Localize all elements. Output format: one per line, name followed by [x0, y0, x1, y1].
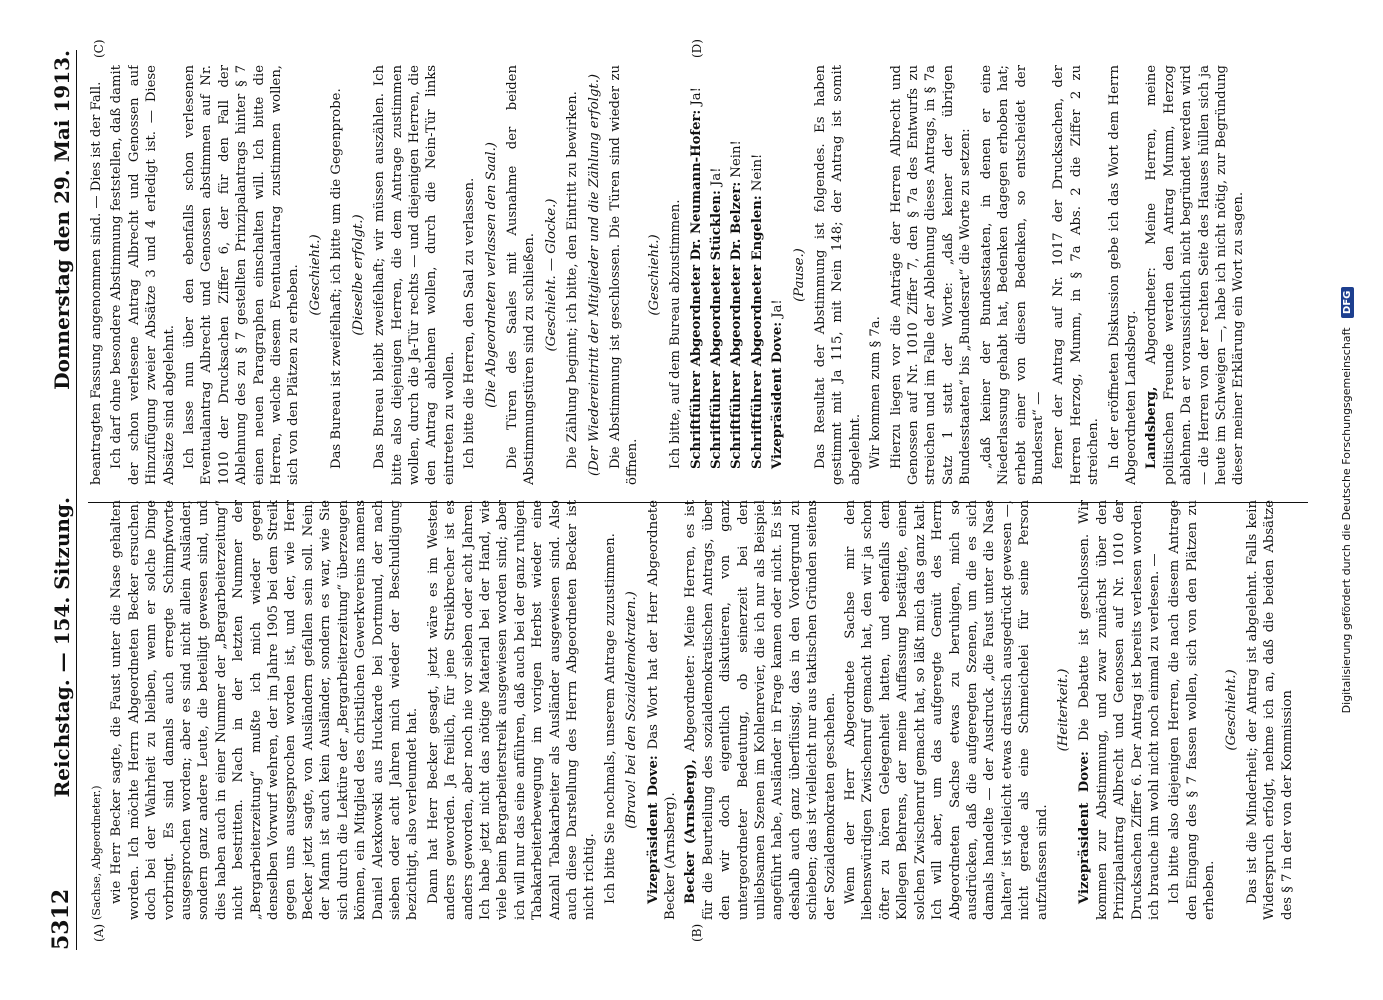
parenthetical-note: (Der Wiedereintritt der Mitglieder und die Zählung erfolgt.) [586, 73, 602, 477]
speaker-name: Vizepräsident Dove: [770, 321, 786, 469]
paragraph: Die Abstimmung ist geschlossen. Die Türen sind wieder zu öffnen. [607, 65, 641, 485]
parenthetical-note: (Geschieht.) [307, 234, 323, 316]
dfg-logo: DFG [1341, 287, 1354, 318]
paragraph: Das Resultat der Abstimmung ist folgendes. Es haben gestimmt mit Ja 115, mit Nein 148; der Antrag ist somit abgelehnt. [813, 65, 863, 485]
speech-text: Ja! [770, 299, 786, 318]
parenthetical-note: (Die Abgeordneten verlassen den Saal.) [483, 142, 499, 408]
speaker-name: Becker (Arnsberg), [683, 759, 699, 904]
speech-text: Nein! [749, 153, 765, 192]
margin-marker-b: (B) [690, 923, 704, 942]
speaker-name: Schriftführer Abgeordneter Stücklen: [709, 190, 724, 469]
paragraph: Ich lasse nun über den ebenfalls schon verlesenen Eventualantrag Albrecht und Genossen abstimmen auf Nr. 1010 der Drucksachen Ziffer 6, der für den Fall der Ablehnung des zu § 7 gestellten Prinzipalantrags hinter § 7 einen neuen Paragraphen einschalten will. Ich bitte die Herren, welche diesem Eventualantrag zustimmen wollen, sich von den Plätzen zu erheben. [182, 65, 302, 485]
sitting-title: Reichstag. — 154. Sitzung. [50, 497, 74, 798]
paragraph: wie Herr Becker sagte, die Faust unter die Nase gehalten worden. Ich möchte Herrn Abgeordneten Becker ersuchen, doch bei der Wahrheit zu bleiben, wenn er solche Dinge vorbringt. Es sind damals auch erregte Schimpfworte ausgesprochen worden; aber es sind nicht allein Ausländer, sondern ganz andere Leute, die beteiligt gewesen sind, und dies haben auch in einer Nummer der „Bergarbeiterzeitung“ nicht bestritten. Nach in der letzten Nummer der „Bergarbeiterzeitung“ mußte ich mich wieder gegen denselben Vorwurf wehren, der im Jahre 1905 bei dem Streik gegen uns ausgesprochen worden ist, und der, wie Herr Becker jetzt sagte, von Ausländern gefallen sein soll. Nein, der Mann ist auch kein Ausländer, sondern es war, wie Sie sich durch die Lektüre der „Bergarbeiterzeitung“ überzeugen können, ein Mitglied des christlichen Gewerkvereins namens Daniel Alexkowski aus Huckarde bei Dortmund, der nach sieben oder acht Jahren mich wieder der Beschuldigung bezichtigt, also verleumdet hat. [109, 500, 421, 920]
margin-marker-c: (C) [92, 39, 106, 58]
paragraph: Ich bitte also diejenigen Herren, die nach diesem Antrage den Eingang des § 7 fassen wollen, sich von den Plätzen zu erheben. [1167, 500, 1218, 920]
speech-text: Abgeordneter: Meine Herren, meine politischen Freunde werden den Antrag Mumm, Herzog ablehnen. Da er voraussichtlich nicht begründet werden wird — die Herren von der rechten Seite des Hauses hüllen sich ja heute im Schweigen —, habe ich nicht nötig, zur Begründung dieser meiner Erklärung ein Wort zu sagen. [1144, 65, 1247, 485]
speaker-name: Vizepräsident Dove: [1077, 751, 1093, 904]
paragraph: In der eröffneten Diskussion gebe ich das Wort dem Herrn Abgeordneten Landsberg. [1106, 65, 1139, 485]
right-text-column [88, 65, 1308, 485]
parenthetical-note: (Heiterkeit.) [1055, 668, 1071, 752]
speaker-name: Schriftführer Abgeordneter Dr. Belzer: [729, 181, 745, 469]
paragraph: ferner der Antrag auf Nr. 1017 der Drucksachen, der Herren Herzog, Mumm, in § 7a Abs. 2 die Ziffer 2 zu streichen. [1051, 65, 1102, 485]
parenthetical-note: (Dieselbe erfolgt.) [350, 214, 366, 336]
session-date: Donnerstag den 29. Mai 1913. [50, 50, 74, 390]
paragraph: Wenn der Herr Abgeordnete Sachse mir den liebenswürdigen Zwischenruf gemacht hat, den wir ja schon öfter zu hören Gelegenheit hatten, und ebenfalls dem Kollegen Behrens, der meine Auffassung bestätigte, einen solchen Zwischenruf gemacht hat, so läßt mich das ganz kalt. Ich will aber, um das aufgeregte Gemüt des Herrn Abgeordneten Sachse etwas zu beruhigen, mich so ausdrücken, daß die aufgeregten Szenen, um die es sich damals handelte — der Ausdruck „die Faust unter die Nase halten“ ist vielleicht etwas drastisch ausgedrückt gewesen —, nicht gerade als eine Schmeichelei für seine Person aufzufassen sind. [843, 500, 1050, 920]
speech-paragraph [682, 500, 839, 920]
left-text-column [88, 500, 1308, 920]
paragraph: Die Türen des Saales mit Ausnahme der beiden Abstimmungstüren sind zu schließen. [504, 65, 538, 485]
parenthetical-note: (Geschieht.) [646, 234, 662, 316]
header-rule [76, 50, 77, 950]
speech-paragraph [749, 65, 766, 485]
speech-paragraph [1076, 500, 1163, 920]
parenthetical-note: (Geschieht.) [1223, 669, 1239, 751]
speaker-name: Vizepräsident Dove: [645, 755, 661, 904]
page-number: 5312 [48, 888, 74, 950]
speech-paragraph [769, 65, 786, 485]
paragraph: Hierzu liegen vor die Anträge der Herren Albrecht und Genossen auf Nr. 1010 Ziffer 7, den § 7a des Entwurfs zu streichen und im Falle der Ablehnung dieses Antrags, in § 7a Satz 1 statt der Worte: „daß keiner der übrigen Bundesstaaten“ bis „Bundesrat“ die Worte zu setzen: [888, 65, 974, 485]
margin-marker-d: (D) [690, 39, 704, 58]
paragraph: Ich darf ohne besondere Abstimmung feststellen, daß damit der schon verlesene Antrag Albrecht und Genossen auf Hinzufügung zweier Absätze 3 und 4 erledigt ist. — Diese Absätze sind abgelehnt. [109, 65, 177, 485]
page-header [40, 50, 74, 950]
speaker-name: Schriftführer Abgeordneter Engelen: [749, 195, 765, 469]
speaker-name: Landsberg, [1144, 386, 1160, 469]
parenthetical-note: (Pause.) [791, 248, 807, 302]
speech-text: Das Wort hat der Herr Abgeordnete Becker (Arnsberg). [645, 500, 678, 920]
paragraph: Wir kommen zum § 7a. [868, 316, 884, 469]
parenthetical-note: (Bravo! bei den Sozialdemokraten.) [624, 591, 640, 829]
digitization-credit [1340, 20, 1354, 980]
speech-paragraph [645, 500, 680, 920]
paragraph: Das Bureau bleibt zweifelhaft; wir müssen auszählen. Ich bitte also diejenigen Herren, die dem Antrage zustimmen wollen, durch die Ja-Tür rechts — und diejenigen Herren, die den Antrag ablehnen wollen, durch die Nein-Tür links eintreten zu wollen. [372, 65, 457, 485]
speech-paragraph [1143, 65, 1247, 485]
speech-text: Die Debatte ist geschlossen. Wir kommen zur Abstimmung, und zwar zunächst über den Prinzipalantrag Albrecht und Genossen auf Nr. 1010 der Drucksachen Ziffer 6. Der Antrag ist bereits verlesen worden; ich brauche ihn wohl nicht noch einmal zu verlesen. — [1077, 500, 1162, 920]
paragraph: Ich bitte Sie nochmals, unserem Antrage zuzustimmen. [602, 533, 618, 904]
paragraph: Das Bureau ist zweifelhaft; ich bitte um die Gegenprobe. [329, 88, 345, 469]
paragraph: Ich bitte die Herren, den Saal zu verlassen. [462, 177, 478, 469]
margin-marker-a: (A) [92, 923, 106, 942]
speech-paragraph [728, 65, 745, 485]
paragraph: Das ist die Minderheit; der Antrag ist abgelehnt. Falls kein Widerspruch erfolgt, nehme ich an, daß die beiden Absätze des § 7 in der von der Kommission [1245, 500, 1295, 920]
speech-paragraph [708, 65, 725, 485]
speech-text: Abgeordneter: Meine Herren, es ist für die Beurteilung des sozialdemokratischen Antrags, über den wir doch eigentlich diskutieren, von ganz untergeordneter Bedeutung, ob seinerzeit bei den unliebsamen Szenen im Kohlenrevier, die ich nur als Beispiel angeführt habe, Ausländer in Frage kamen oder nicht. Es ist deshalb auch ganz überflüssig, das in den Vordergrund zu schieben; das ist vielleicht nur aus taktischen Gründen seitens der Sozialdemokraten geschehen. [683, 500, 838, 920]
speech-text: Ja! [709, 167, 724, 186]
paragraph: Ich bitte, auf dem Bureau abzustimmen. [668, 199, 684, 469]
speech-paragraph [688, 65, 705, 485]
credit-text: Digitalisierung gefördert durch die Deutsche Forschungsgemeinschaft [1340, 327, 1353, 714]
paragraph: beantragten Fassung angenommen sind. — Dies ist der Fall. [89, 81, 104, 485]
paragraph: Dann hat Herr Becker gesagt, jetzt wäre es im Westen anders geworden. Ja freilich, für jene Streikbrecher ist es anders geworden, aber noch nie vor sieben oder acht Jahren. Ich habe jetzt nicht das nötige Material bei der Hand, wie viele beim Bergarbeiterstreik ausgewiesen worden sind; aber ich will nur das eine anführen, daß auch bei der ganz ruhigen Tabakarbeiterbewegung im vorigen Herbst wieder eine Anzahl Tabakarbeiter als Ausländer ausgewiesen sind. Also auch diese Darstellung des Herrn Abgeordneten Becker ist nicht richtig. [425, 500, 598, 920]
speaker-name: Schriftführer Abgeordneter Dr. Neumann-Hofer: [688, 109, 704, 469]
speech-text: Ja! [688, 87, 704, 106]
paragraph: Die Zählung beginnt; ich bitte, den Eintritt zu bewirken. [565, 91, 581, 469]
parenthetical-note: (Geschieht. — Glocke.) [543, 198, 559, 352]
paragraph: „daß keiner der Bundesstaaten, in denen er eine Niederlassung gehabt hat, Bedenken dagegen erhoben hat; erhebt einer von diesen Bedenken, so entscheidet der Bundesrat“ — [978, 65, 1046, 485]
speaker-continuation-label: (Sachse, Abgeordneter.) [90, 785, 103, 920]
column-divider [88, 502, 1308, 503]
speech-text: Nein! [729, 140, 745, 178]
